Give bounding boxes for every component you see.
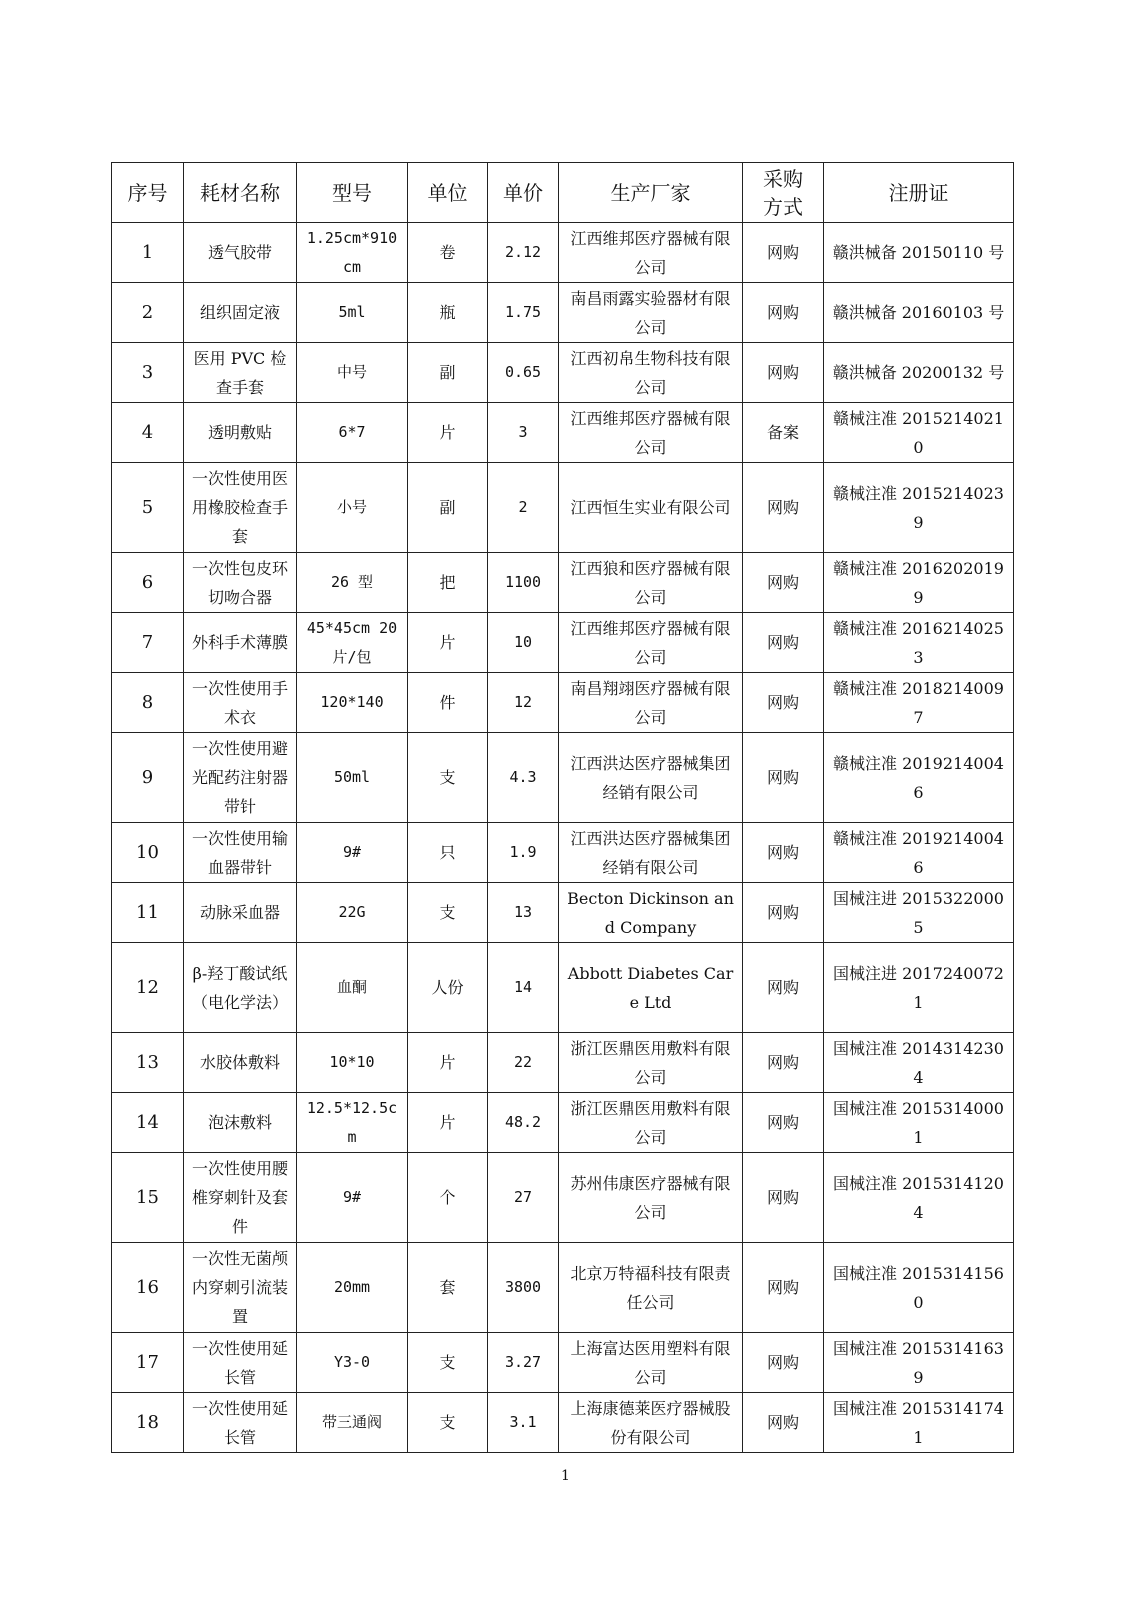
- cell-model: 5ml: [297, 283, 408, 343]
- cell-manufacturer: 上海富达医用塑料有限公司: [559, 1333, 743, 1393]
- table-row: [112, 1033, 1014, 1093]
- cell-unit: 片: [408, 1093, 488, 1153]
- cell-registration: 赣械注准 20152140210: [824, 403, 1014, 463]
- table-row: [112, 553, 1014, 613]
- cell-price: 22: [488, 1033, 559, 1093]
- cell-seq: 4: [112, 403, 184, 463]
- cell-model: 血酮: [297, 943, 408, 1033]
- cell-method: 网购: [743, 883, 824, 943]
- cell-unit: 副: [408, 343, 488, 403]
- cell-method: 网购: [743, 613, 824, 673]
- cell-name: 一次性无菌颅内穿刺引流装置: [184, 1243, 297, 1333]
- cell-method: 网购: [743, 823, 824, 883]
- cell-registration: 国械注准 20153141639: [824, 1333, 1014, 1393]
- cell-manufacturer: 上海康德莱医疗器械股份有限公司: [559, 1393, 743, 1453]
- cell-seq: 17: [112, 1333, 184, 1393]
- cell-seq: 15: [112, 1153, 184, 1243]
- cell-price: 1.75: [488, 283, 559, 343]
- cell-unit: 瓶: [408, 283, 488, 343]
- cell-model: 45*45cm 20 片/包: [297, 613, 408, 673]
- cell-price: 4.3: [488, 733, 559, 823]
- table-row: [112, 223, 1014, 283]
- cell-method: 网购: [743, 553, 824, 613]
- cell-seq: 8: [112, 673, 184, 733]
- cell-price: 3.1: [488, 1393, 559, 1453]
- cell-unit: 件: [408, 673, 488, 733]
- table-row: [112, 883, 1014, 943]
- cell-registration: 国械注准 20153141560: [824, 1243, 1014, 1333]
- cell-method: 网购: [743, 1243, 824, 1333]
- header-name: 耗材名称: [184, 163, 297, 223]
- cell-seq: 14: [112, 1093, 184, 1153]
- cell-seq: 5: [112, 463, 184, 553]
- cell-model: 10*10: [297, 1033, 408, 1093]
- cell-registration: 赣械注准 20192140046: [824, 733, 1014, 823]
- cell-model: 120*140: [297, 673, 408, 733]
- cell-method: 网购: [743, 673, 824, 733]
- cell-unit: 卷: [408, 223, 488, 283]
- cell-name: 水胶体敷料: [184, 1033, 297, 1093]
- header-purchase-method: 采购 方式: [743, 163, 824, 223]
- cell-price: 12: [488, 673, 559, 733]
- cell-registration: 国械注准 20153141741: [824, 1393, 1014, 1453]
- cell-name: 一次性使用避光配药注射器带针: [184, 733, 297, 823]
- cell-name: 一次性包皮环切吻合器: [184, 553, 297, 613]
- cell-method: 网购: [743, 733, 824, 823]
- cell-name: 动脉采血器: [184, 883, 297, 943]
- cell-unit: 把: [408, 553, 488, 613]
- cell-name: β-羟丁酸试纸 （电化学法）: [184, 943, 297, 1033]
- cell-method: 网购: [743, 1153, 824, 1243]
- cell-unit: 片: [408, 1033, 488, 1093]
- cell-unit: 只: [408, 823, 488, 883]
- cell-name: 一次性使用延长管: [184, 1393, 297, 1453]
- cell-name: 医用 PVC 检查手套: [184, 343, 297, 403]
- cell-seq: 10: [112, 823, 184, 883]
- cell-seq: 18: [112, 1393, 184, 1453]
- cell-registration: 赣械注准 20152140239: [824, 463, 1014, 553]
- cell-unit: 套: [408, 1243, 488, 1333]
- cell-model: 1.25cm*910cm: [297, 223, 408, 283]
- cell-unit: 片: [408, 613, 488, 673]
- cell-price: 1.9: [488, 823, 559, 883]
- cell-manufacturer: 江西初帛生物科技有限公司: [559, 343, 743, 403]
- cell-unit: 人份: [408, 943, 488, 1033]
- cell-manufacturer: 江西狼和医疗器械有限公司: [559, 553, 743, 613]
- cell-seq: 3: [112, 343, 184, 403]
- cell-registration: 赣械注准 20182140097: [824, 673, 1014, 733]
- cell-price: 2.12: [488, 223, 559, 283]
- cell-manufacturer: 苏州伟康医疗器械有限公司: [559, 1153, 743, 1243]
- cell-method: 网购: [743, 1333, 824, 1393]
- cell-manufacturer: 北京万特福科技有限责任公司: [559, 1243, 743, 1333]
- cell-manufacturer: 江西维邦医疗器械有限公司: [559, 403, 743, 463]
- cell-method: 网购: [743, 943, 824, 1033]
- cell-name: 一次性使用医用橡胶检查手套: [184, 463, 297, 553]
- cell-manufacturer: 南昌翔翊医疗器械有限公司: [559, 673, 743, 733]
- cell-model: 20mm: [297, 1243, 408, 1333]
- cell-seq: 1: [112, 223, 184, 283]
- cell-name: 一次性使用输血器带针: [184, 823, 297, 883]
- cell-unit: 支: [408, 1393, 488, 1453]
- cell-seq: 13: [112, 1033, 184, 1093]
- cell-method: 网购: [743, 1393, 824, 1453]
- cell-manufacturer: 江西恒生实业有限公司: [559, 463, 743, 553]
- cell-name: 一次性使用手术衣: [184, 673, 297, 733]
- cell-seq: 7: [112, 613, 184, 673]
- header-seq: 序号: [112, 163, 184, 223]
- table-row: [112, 673, 1014, 733]
- table-row: [112, 733, 1014, 823]
- cell-manufacturer: 江西洪达医疗器械集团经销有限公司: [559, 823, 743, 883]
- cell-price: 0.65: [488, 343, 559, 403]
- cell-price: 2: [488, 463, 559, 553]
- cell-name: 组织固定液: [184, 283, 297, 343]
- cell-registration: 赣洪械备 20200132 号: [824, 343, 1014, 403]
- cell-seq: 11: [112, 883, 184, 943]
- cell-registration: 国械注准 20143142304: [824, 1033, 1014, 1093]
- cell-method: 备案: [743, 403, 824, 463]
- cell-name: 透明敷贴: [184, 403, 297, 463]
- header-unit: 单位: [408, 163, 488, 223]
- cell-model: 6*7: [297, 403, 408, 463]
- cell-model: 带三通阀: [297, 1393, 408, 1453]
- cell-model: 9#: [297, 1153, 408, 1243]
- cell-seq: 12: [112, 943, 184, 1033]
- cell-registration: 国械注进 20153220005: [824, 883, 1014, 943]
- cell-unit: 片: [408, 403, 488, 463]
- cell-price: 1100: [488, 553, 559, 613]
- cell-model: 9#: [297, 823, 408, 883]
- cell-manufacturer: 江西洪达医疗器械集团经销有限公司: [559, 733, 743, 823]
- cell-registration: 赣洪械备 20150110 号: [824, 223, 1014, 283]
- header-model: 型号: [297, 163, 408, 223]
- cell-model: 12.5*12.5cm: [297, 1093, 408, 1153]
- header-row: [112, 163, 1014, 223]
- cell-method: 网购: [743, 283, 824, 343]
- cell-unit: 副: [408, 463, 488, 553]
- cell-name: 一次性使用延长管: [184, 1333, 297, 1393]
- cell-price: 3: [488, 403, 559, 463]
- cell-seq: 9: [112, 733, 184, 823]
- cell-method: 网购: [743, 223, 824, 283]
- cell-method: 网购: [743, 1033, 824, 1093]
- cell-method: 网购: [743, 463, 824, 553]
- cell-unit: 支: [408, 733, 488, 823]
- cell-registration: 赣械注准 20162020199: [824, 553, 1014, 613]
- cell-manufacturer: 浙江医鼎医用敷料有限公司: [559, 1033, 743, 1093]
- cell-method: 网购: [743, 343, 824, 403]
- cell-unit: 个: [408, 1153, 488, 1243]
- cell-model: Y3-0: [297, 1333, 408, 1393]
- header-price: 单价: [488, 163, 559, 223]
- cell-name: 一次性使用腰椎穿刺针及套件: [184, 1153, 297, 1243]
- consumables-table: [111, 162, 1014, 1453]
- cell-unit: 支: [408, 883, 488, 943]
- cell-method: 网购: [743, 1093, 824, 1153]
- cell-manufacturer: 浙江医鼎医用敷料有限公司: [559, 1093, 743, 1153]
- table-row: [112, 1243, 1014, 1333]
- table-row: [112, 343, 1014, 403]
- table-row: [112, 463, 1014, 553]
- cell-model: 小号: [297, 463, 408, 553]
- header-manufacturer: 生产厂家: [559, 163, 743, 223]
- table-row: [112, 1333, 1014, 1393]
- cell-seq: 2: [112, 283, 184, 343]
- table-row: [112, 1393, 1014, 1453]
- cell-price: 14: [488, 943, 559, 1033]
- cell-price: 3800: [488, 1243, 559, 1333]
- cell-price: 10: [488, 613, 559, 673]
- table-row: [112, 943, 1014, 1033]
- cell-manufacturer: 江西维邦医疗器械有限公司: [559, 613, 743, 673]
- cell-price: 3.27: [488, 1333, 559, 1393]
- cell-manufacturer: Abbott Diabetes Care Ltd: [559, 943, 743, 1033]
- cell-model: 22G: [297, 883, 408, 943]
- table-row: [112, 1153, 1014, 1243]
- cell-manufacturer: 江西维邦医疗器械有限公司: [559, 223, 743, 283]
- cell-name: 外科手术薄膜: [184, 613, 297, 673]
- cell-model: 26 型: [297, 553, 408, 613]
- cell-seq: 6: [112, 553, 184, 613]
- cell-registration: 国械注准 20153141204: [824, 1153, 1014, 1243]
- cell-registration: 赣械注准 20192140046: [824, 823, 1014, 883]
- table-row: [112, 1093, 1014, 1153]
- table-row: [112, 283, 1014, 343]
- cell-registration: 国械注准 20153140001: [824, 1093, 1014, 1153]
- cell-price: 27: [488, 1153, 559, 1243]
- cell-model: 中号: [297, 343, 408, 403]
- cell-unit: 支: [408, 1333, 488, 1393]
- cell-name: 泡沫敷料: [184, 1093, 297, 1153]
- cell-registration: 赣洪械备 20160103 号: [824, 283, 1014, 343]
- table-row: [112, 403, 1014, 463]
- table-row: [112, 823, 1014, 883]
- page-number: 1: [561, 1468, 570, 1484]
- cell-manufacturer: Becton Dickinson and Company: [559, 883, 743, 943]
- table-row: [112, 613, 1014, 673]
- header-registration: 注册证: [824, 163, 1014, 223]
- cell-name: 透气胶带: [184, 223, 297, 283]
- cell-registration: 国械注进 20172400721: [824, 943, 1014, 1033]
- cell-seq: 16: [112, 1243, 184, 1333]
- cell-price: 13: [488, 883, 559, 943]
- cell-registration: 赣械注准 20162140253: [824, 613, 1014, 673]
- cell-model: 50ml: [297, 733, 408, 823]
- cell-price: 48.2: [488, 1093, 559, 1153]
- cell-manufacturer: 南昌雨露实验器材有限公司: [559, 283, 743, 343]
